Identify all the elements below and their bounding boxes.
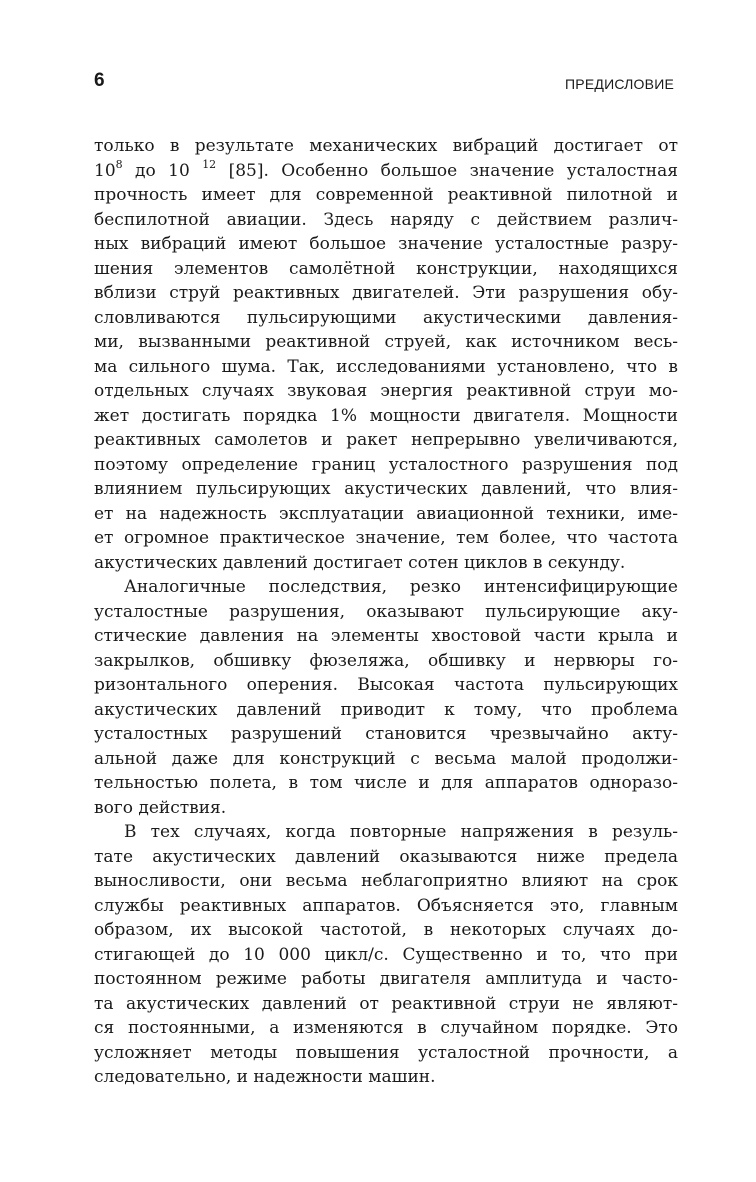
text-line: поэтому определение границ усталостного разрушения под [94,454,678,475]
text-line: следовательно, и надежности машин. [94,1067,436,1087]
text-line: вблизи струй реактивных двигателей. Эти разрушения обу- [94,283,678,303]
text-line: альной даже для конструкций с весьма малой продолжи- [94,748,678,769]
text-fragment: до 10 [122,160,203,181]
text-line: ет огромное практическое значение, тем более, что частота [94,528,678,548]
text-line: словливаются пульсирующими акустическими давления- [94,307,678,328]
text-line-with-powers [94,159,678,184]
text-line: шения элементов самолётной конструкции, находящихся [94,258,678,279]
text-line: усталостных разрушений становится чрезвычайно акту- [94,724,678,744]
text-line: ся постоянными, а изменяются в случайном порядке. Это [94,1018,678,1038]
text-line: закрылков, обшивку фюзеляжа, обшивку и нервюры го- [94,650,678,671]
text-line: стические давления на элементы хвостовой части крыла и [94,626,678,646]
text-line: вого действия. [94,797,227,818]
text-fragment: [85]. Особенно большое значение усталостная [216,160,678,181]
text-line: образом, их высокой частотой, в некоторых случаях до- [94,920,678,940]
body-text [94,134,678,1090]
text-line: ма сильного шума. Так, исследованиями установлено, что в [94,356,678,377]
text-line: ных вибраций имеют большое значение усталостные разру- [94,234,678,254]
text-line: выносливости, они весьма неблагоприятно влияют на срок [94,871,678,891]
text-line: беспилотной авиации. Здесь наряду с действием различ- [94,209,678,230]
page-number: 6 [94,70,105,91]
running-head: ПРЕДИСЛОВИЕ [565,76,674,92]
text-fragment: 10 [94,160,116,181]
text-line: постоянном режиме работы двигателя амплитуда и часто- [94,969,678,989]
text-line: ризонтального оперения. Высокая частота пульсирующих [94,675,678,695]
text-line: реактивных самолетов и ракет непрерывно увеличиваются, [94,430,678,450]
text-line: тельностью полета, в том числе и для аппаратов одноразо- [94,773,678,793]
text-line: только в результате механических вибраций достигает от [94,136,678,156]
exponent: 8 [115,157,123,171]
text-line: акустических давлений достигает сотен циклов в секунду. [94,552,626,573]
text-line: В тех случаях, когда повторные напряжения в резуль- [124,822,678,842]
page-header [94,70,674,100]
text-line: жет достигать порядка 1% мощности двигателя. Мощности [94,405,678,426]
text-line: та акустических давлений от реактивной струи не являют- [94,993,678,1014]
text-line: влиянием пульсирующих акустических давлений, что влия- [94,479,678,499]
text-line: прочность имеет для современной реактивной пилотной и [94,185,678,205]
text-line: ми, вызванными реактивной струей, как источником весь- [94,332,678,352]
text-line: стигающей до 10 000 цикл/с. Существенно и то, что при [94,944,678,965]
text-line: службы реактивных аппаратов. Объясняется это, главным [94,895,678,916]
text-line: усталостные разрушения, оказывают пульсирующие аку- [94,601,678,622]
text-line: акустических давлений приводит к тому, что проблема [94,699,678,720]
text-line: Аналогичные последствия, резко интенсифицирующие [124,577,678,597]
text-line: ет на надежность эксплуатации авиационной техники, име- [94,503,678,524]
text-line: тате акустических давлений оказываются ниже предела [94,846,678,867]
text-line: отдельных случаях звуковая энергия реактивной струи мо- [94,381,678,401]
exponent: 12 [202,157,217,171]
text-line: усложняет методы повышения усталостной прочности, а [94,1042,678,1063]
